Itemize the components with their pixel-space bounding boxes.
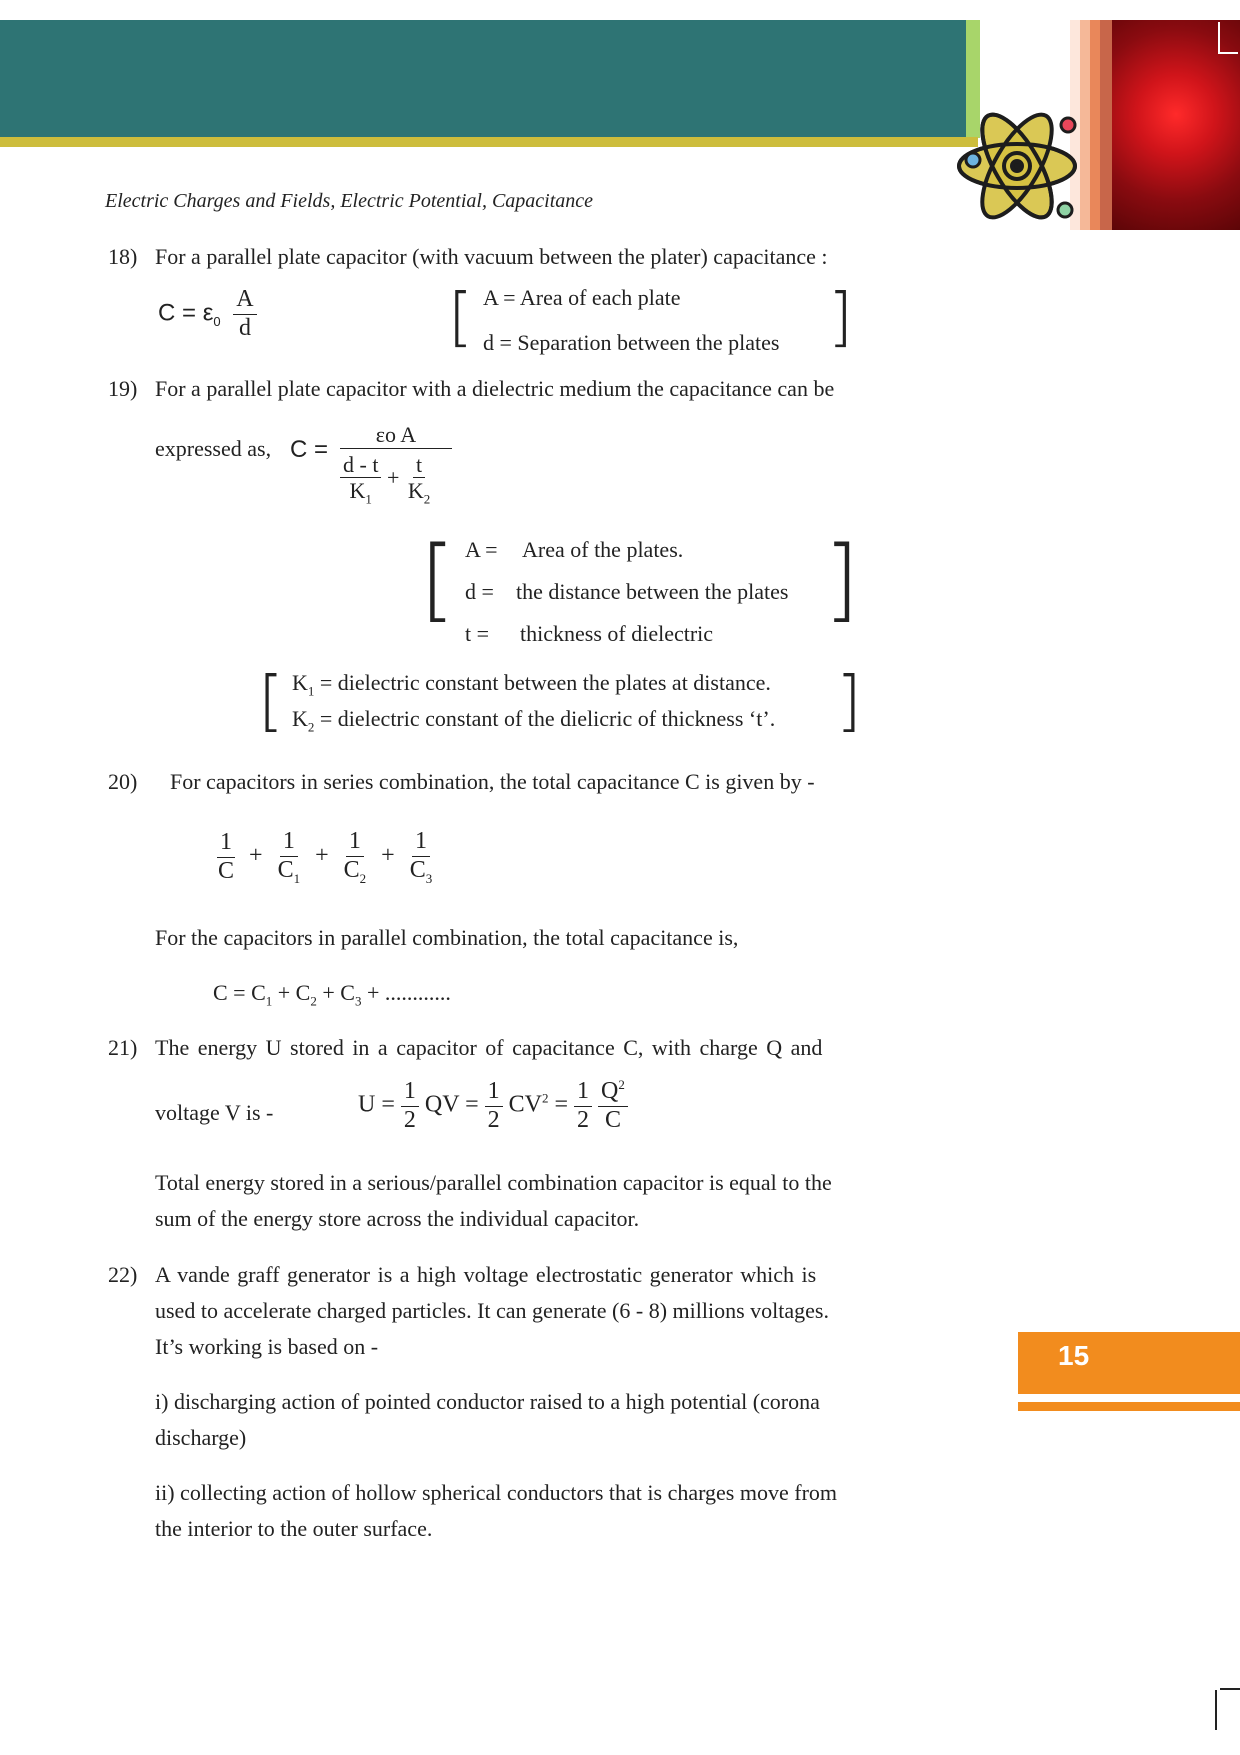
- bracket-left: [: [420, 527, 456, 632]
- denominator: d: [238, 314, 251, 341]
- term: + C: [272, 980, 311, 1005]
- denominator: [405, 478, 433, 507]
- denominator: C: [604, 1106, 621, 1133]
- subscript: 2: [307, 719, 315, 735]
- fraction: [598, 1078, 628, 1134]
- formula-numerator: εo A: [340, 422, 452, 449]
- def-k1: [292, 670, 771, 699]
- parallel-text: For the capacitors in parallel combination, the total capacitance is,: [155, 925, 739, 950]
- expressed-as: expressed as,: [155, 436, 272, 461]
- total-energy-line1: Total energy stored in a serious/parallel combination capacitor is equal to the: [155, 1170, 832, 1195]
- item22-point1-cont: discharge): [155, 1425, 247, 1450]
- fraction: [233, 286, 256, 342]
- plus-sign: +: [249, 842, 263, 869]
- subscript: 1: [293, 870, 301, 886]
- c-symbol: C: [277, 856, 294, 883]
- atom-icon: [955, 100, 1085, 235]
- ellipsis: + ............: [361, 980, 451, 1005]
- def-separation: d = Separation between the plates: [483, 330, 780, 355]
- epsilon: ε: [202, 299, 214, 327]
- series-formula: [215, 828, 435, 886]
- header-band: [0, 20, 970, 138]
- bracket-right: ]: [828, 281, 853, 355]
- item-number: 18): [108, 244, 138, 269]
- denominator: C: [218, 857, 235, 884]
- crop-mark: [1220, 1688, 1240, 1690]
- term-qv: QV =: [424, 1091, 479, 1118]
- fraction: [340, 452, 381, 508]
- plus-sign: +: [381, 842, 395, 869]
- fraction: [485, 1078, 503, 1134]
- denominator: 2: [403, 1106, 416, 1133]
- running-head: Electric Charges and Fields, Electric Potential, Capacitance: [105, 190, 594, 212]
- formula-denominator: [340, 452, 433, 508]
- subscript: 1: [307, 683, 315, 699]
- crop-mark: [1215, 1690, 1217, 1730]
- fraction: [401, 1078, 419, 1134]
- numerator: [598, 1078, 628, 1107]
- def-a-key: A =: [465, 537, 498, 562]
- subscript: 2: [359, 870, 367, 886]
- bracket-left: [: [258, 662, 284, 739]
- item19-text: For a parallel plate capacitor with a dielectric medium the capacitance can be: [155, 376, 835, 401]
- item22-point2-cont: the interior to the outer surface.: [155, 1516, 433, 1541]
- numerator: t: [413, 452, 425, 478]
- equals-sign: =: [554, 1091, 569, 1118]
- k1-symbol: K: [292, 670, 308, 695]
- numerator: 1: [574, 1078, 592, 1107]
- superscript: 2: [541, 1090, 549, 1106]
- total-energy-line2: sum of the energy store across the individual capacitor.: [155, 1206, 640, 1231]
- plus-sign: +: [315, 842, 329, 869]
- c-symbol: C: [343, 856, 360, 883]
- subscript: 3: [425, 870, 433, 886]
- parallel-formula: [213, 980, 451, 1009]
- crop-mark: [1218, 52, 1238, 54]
- formula-lhs: C =: [290, 436, 329, 463]
- numerator: A: [233, 286, 256, 315]
- fraction: [215, 829, 237, 885]
- formula-lhs: C =: [158, 299, 197, 327]
- def-a-value: Area of the plates.: [522, 537, 684, 562]
- numerator: 1: [401, 1078, 419, 1107]
- page-number-underline: [1018, 1402, 1240, 1411]
- def-t-key: t =: [465, 621, 490, 646]
- k1-value: = dielectric constant between the plates at distance.: [314, 670, 771, 695]
- fraction: [405, 452, 433, 508]
- numerator: 1: [280, 828, 298, 857]
- numerator: 1: [217, 829, 235, 858]
- header-gold-rule: [0, 137, 978, 147]
- k2-value: = dielectric constant of the dielicric of thickness ‘t’.: [314, 706, 776, 731]
- k-symbol: K: [349, 478, 366, 504]
- denominator: [275, 857, 304, 887]
- subscript: 1: [265, 993, 273, 1009]
- k-symbol: K: [407, 478, 424, 504]
- numerator: 1: [346, 828, 364, 857]
- subscript: 3: [354, 993, 362, 1009]
- bracket-right: ]: [836, 662, 862, 739]
- voltage-label: voltage V is -: [155, 1100, 274, 1125]
- def-d-value: the distance between the plates: [516, 579, 789, 604]
- denominator: 2: [577, 1106, 590, 1133]
- subscript: 2: [423, 491, 431, 507]
- superscript: 2: [618, 1077, 625, 1092]
- def-d-key: d =: [465, 579, 494, 604]
- item22-line3: It’s working is based on -: [155, 1334, 379, 1359]
- denominator: [347, 478, 375, 507]
- item18-formula: [158, 286, 257, 342]
- page-number-tab: [1018, 1332, 1240, 1394]
- subscript: 2: [310, 993, 317, 1009]
- energy-formula: [358, 1078, 628, 1134]
- epsilon-sub: 0: [213, 314, 221, 330]
- item22-point1: i) discharging action of pointed conductor raised to a high potential (corona: [155, 1389, 820, 1414]
- term: + C: [316, 980, 355, 1005]
- def-t-value: thickness of dielectric: [520, 621, 714, 646]
- item21-text: The energy U stored in a capacitor of capacitance C, with charge Q and: [155, 1035, 823, 1060]
- item22-line1: A vande graff generator is a high voltage electrostatic generator which is: [155, 1262, 817, 1287]
- item22-line2: used to accelerate charged particles. It can generate (6 - 8) millions voltages.: [155, 1298, 829, 1323]
- def-k2: [292, 706, 775, 735]
- fraction: [341, 828, 370, 886]
- bracket-left: [: [448, 281, 473, 355]
- item22-point2: ii) collecting action of hollow spherical conductors that is charges move from: [155, 1480, 838, 1505]
- def-area: A = Area of each plate: [483, 285, 681, 310]
- fraction: [275, 828, 304, 886]
- numerator: d - t: [340, 452, 381, 478]
- item18-text: For a parallel plate capacitor (with vacuum between the plater) capacitance :: [155, 244, 828, 269]
- fraction: [574, 1078, 592, 1134]
- denominator: [341, 857, 370, 887]
- item-number: 19): [108, 376, 138, 401]
- formula-lhs: U =: [358, 1091, 395, 1118]
- subscript: 1: [365, 491, 372, 507]
- q-symbol: Q: [601, 1078, 619, 1104]
- numerator: 1: [485, 1078, 503, 1107]
- c-symbol: C: [409, 856, 426, 883]
- fraction: [407, 828, 436, 886]
- item20-text: For capacitors in series combination, the total capacitance C is given by -: [170, 769, 815, 794]
- crop-mark: [1218, 22, 1220, 54]
- numerator: 1: [412, 828, 430, 857]
- item-number: 20): [108, 769, 138, 794]
- k2-symbol: K: [292, 706, 308, 731]
- item-number: 21): [108, 1035, 138, 1060]
- item-number: 22): [108, 1262, 138, 1287]
- bracket-right: ]: [824, 527, 860, 632]
- formula-lhs: C = C: [213, 980, 266, 1005]
- term-cv: CV: [508, 1091, 542, 1118]
- page-number: 15: [1058, 1340, 1090, 1371]
- denominator: 2: [487, 1106, 500, 1133]
- plus-sign: +: [386, 464, 400, 490]
- denominator: [407, 857, 436, 887]
